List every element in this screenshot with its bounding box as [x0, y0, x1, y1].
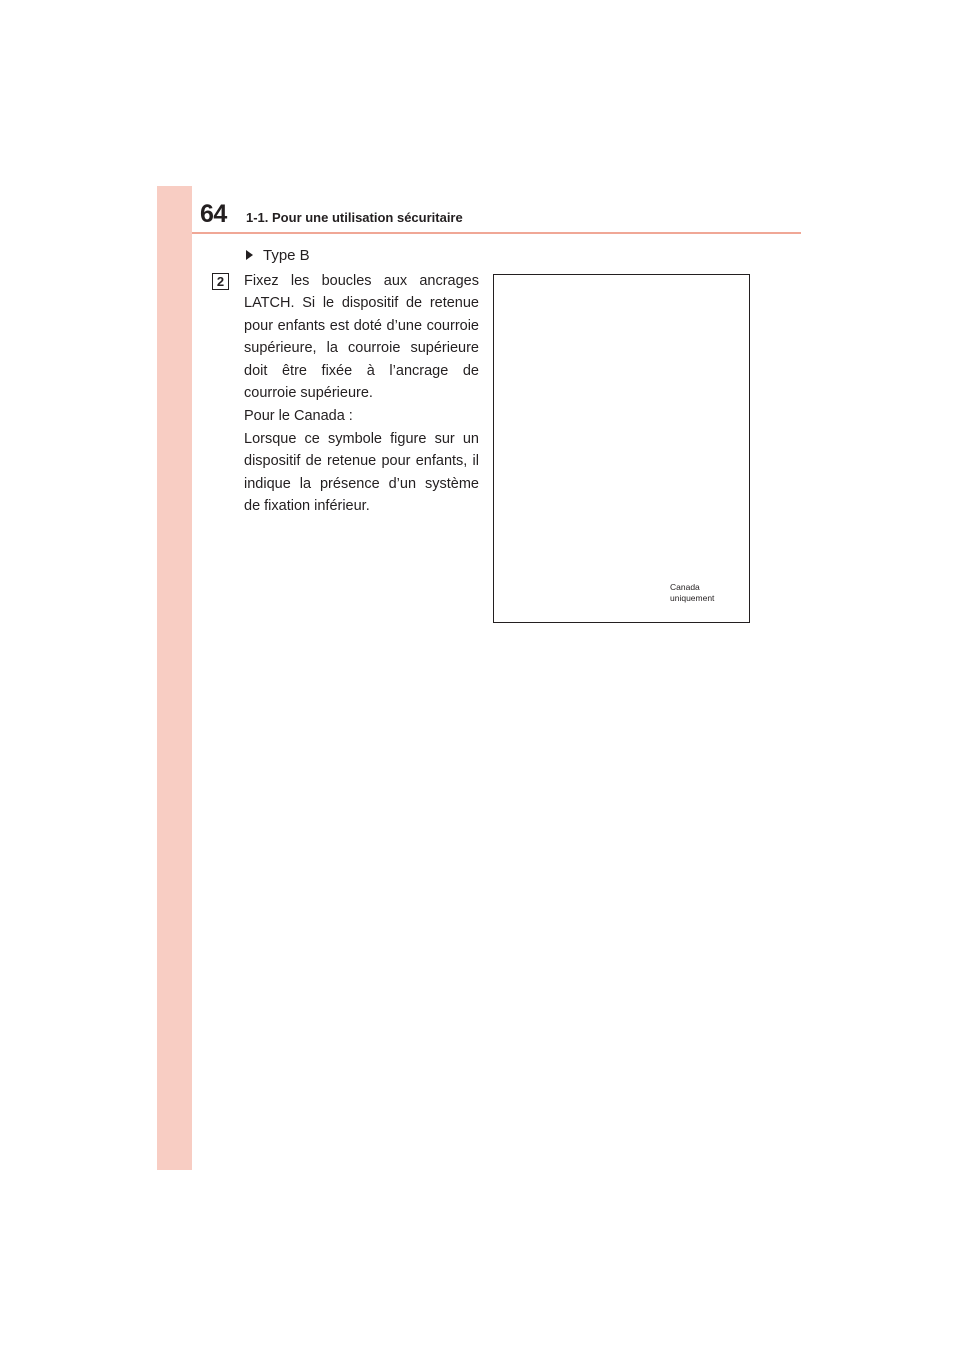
- figure-caption-line2: uniquement: [670, 593, 715, 603]
- chapter-side-band: [157, 186, 192, 1170]
- section-title: 1-1. Pour une utilisation sécuritaire: [246, 210, 463, 225]
- step-instruction: Fixez les boucles aux ancrages LATCH. Si le dispositif de retenue pour enfants est doté d’une courroie supérieure, la courroie supérieure doit être fixée à l’ancrage de courroie supérieure.: [244, 273, 479, 402]
- figure-caption: [670, 582, 714, 604]
- page-number: 64: [200, 200, 227, 228]
- illustration-figure: [493, 274, 750, 623]
- type-label: Type B: [263, 246, 310, 264]
- type-heading: [246, 245, 310, 265]
- canada-heading: Pour le Canada :: [244, 408, 353, 424]
- step-number-badge: 2: [212, 273, 229, 290]
- canada-note: Lorsque ce symbole figure sur un dispositif de retenue pour enfants, il indique la présence d’un système de fixation inférieur.: [244, 431, 479, 515]
- triangle-bullet-icon: [246, 250, 253, 260]
- figure-caption-line1: Canada: [670, 582, 700, 592]
- header-rule: [192, 232, 801, 234]
